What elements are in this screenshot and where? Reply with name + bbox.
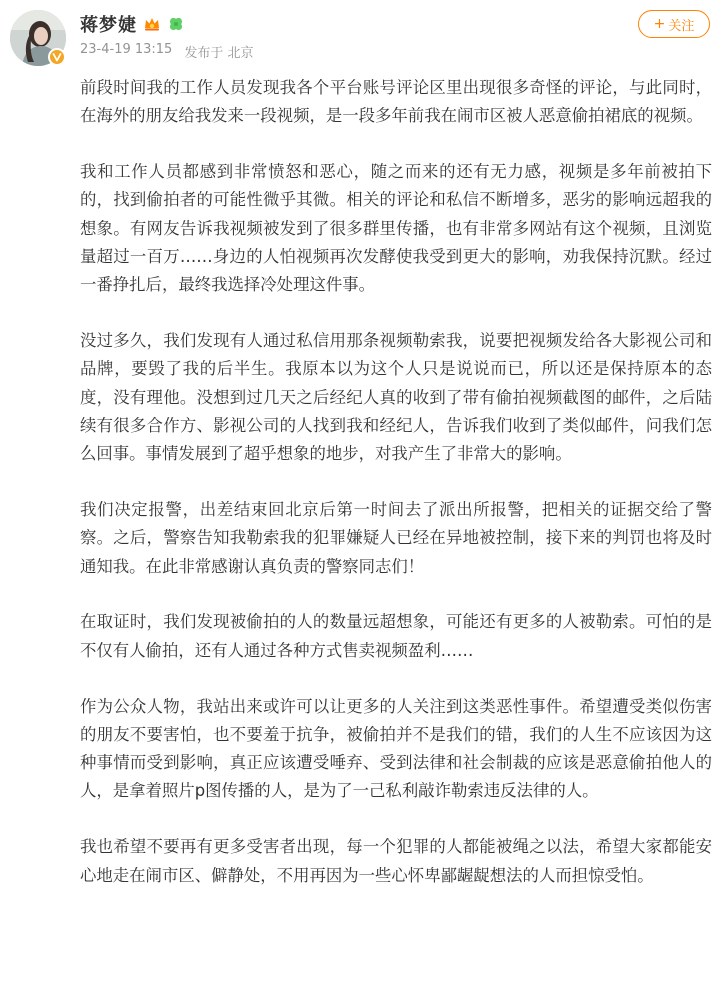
follow-label: 关注 — [668, 18, 695, 34]
post-location: 发布于 北京 — [184, 46, 254, 61]
post-meta — [80, 42, 253, 61]
post-paragraph-1: 前段时间我的工作人员发现我各个平台账号评论区里出现很多奇怪的评论，与此同时，在海外的朋友给我发来一段视频，是一段多年前我在闹市区被人恶意偷拍裙底的视频。 — [80, 78, 712, 126]
post-paragraph-3: 没过多久，我们发现有人通过私信用那条视频勒索我，说要把视频发给各大影视公司和品牌，要毁了我的后半生。我原本以为这个人只是说说而已，所以还是保持原本的态度，没有理他。没想到过几天之后经纪人真的收到了带有偷拍视频截图的邮件，之后陆续有很多合作方、影视公司的人找到我和经纪人，告诉我们收到了类似邮件，问我们怎么回事。事情发展到了超乎想象的地步，对我产生了非常大的影响。 — [80, 331, 712, 464]
post-date: 23-4-19 13:15 — [80, 42, 173, 57]
author-name-row — [80, 12, 185, 36]
post-paragraph-2: 我和工作人员都感到非常愤怒和恶心，随之而来的还有无力感，视频是多年前被拍下的，找到偷拍者的可能性微乎其微。相关的评论和私信不断增多，恶劣的影响远超我的想象。有网友告诉我视频被发到了很多群里传播，也有非常多网站有这个视频，且浏览量超过一百万……身边的人怕视频再次发酵使我受到更大的影响，劝我保持沉默。经过一番挣扎后，最终我选择冷处理这件事。 — [80, 162, 712, 295]
post-paragraph-6: 作为公众人物，我站出来或许可以让更多的人关注到这类恶性事件。希望遭受类似伤害的朋友不要害怕，也不要羞于抗争，被偷拍并不是我们的错，我们的人生不应该因为这种事情而受到影响，真正应该遭受唾弃、受到法律和社会制裁的应该是恶意偷拍他人的人，是拿着照片p图传播的人，是为了一己私利敲诈勒索违反法律的人。 — [80, 696, 712, 801]
post-paragraph-4: 我们决定报警，出差结束回北京后第一时间去了派出所报警，把相关的证据交给了警察。之后，警察告知我勒索我的犯罪嫌疑人已经在异地被控制，接下来的判罚也将及时通知我。在此非常感谢认真负责的警察同志们！ — [80, 500, 712, 576]
post-paragraph-7: 我也希望不要再有更多受害者出现，每一个犯罪的人都能被绳之以法，希望大家都能安心地走在闹市区、僻静处，不用再因为一些心怀卑鄙龌龊想法的人而担惊受怕。 — [80, 837, 712, 885]
clover-badge-icon[interactable] — [167, 15, 185, 33]
post-paragraph-5: 在取证时，我们发现被偷拍的人的数量远超想象，可能还有更多的人被勒索。可怕的是不仅有人偷拍，还有人通过各种方式售卖视频盈利…… — [80, 612, 712, 660]
follow-button[interactable] — [638, 10, 710, 38]
author-name[interactable]: 蒋梦婕 — [80, 15, 137, 36]
post-header — [0, 0, 720, 76]
plus-icon: + — [653, 16, 666, 32]
crown-badge-icon[interactable] — [143, 15, 161, 33]
verified-v-icon — [48, 48, 66, 66]
post-body — [80, 74, 712, 917]
